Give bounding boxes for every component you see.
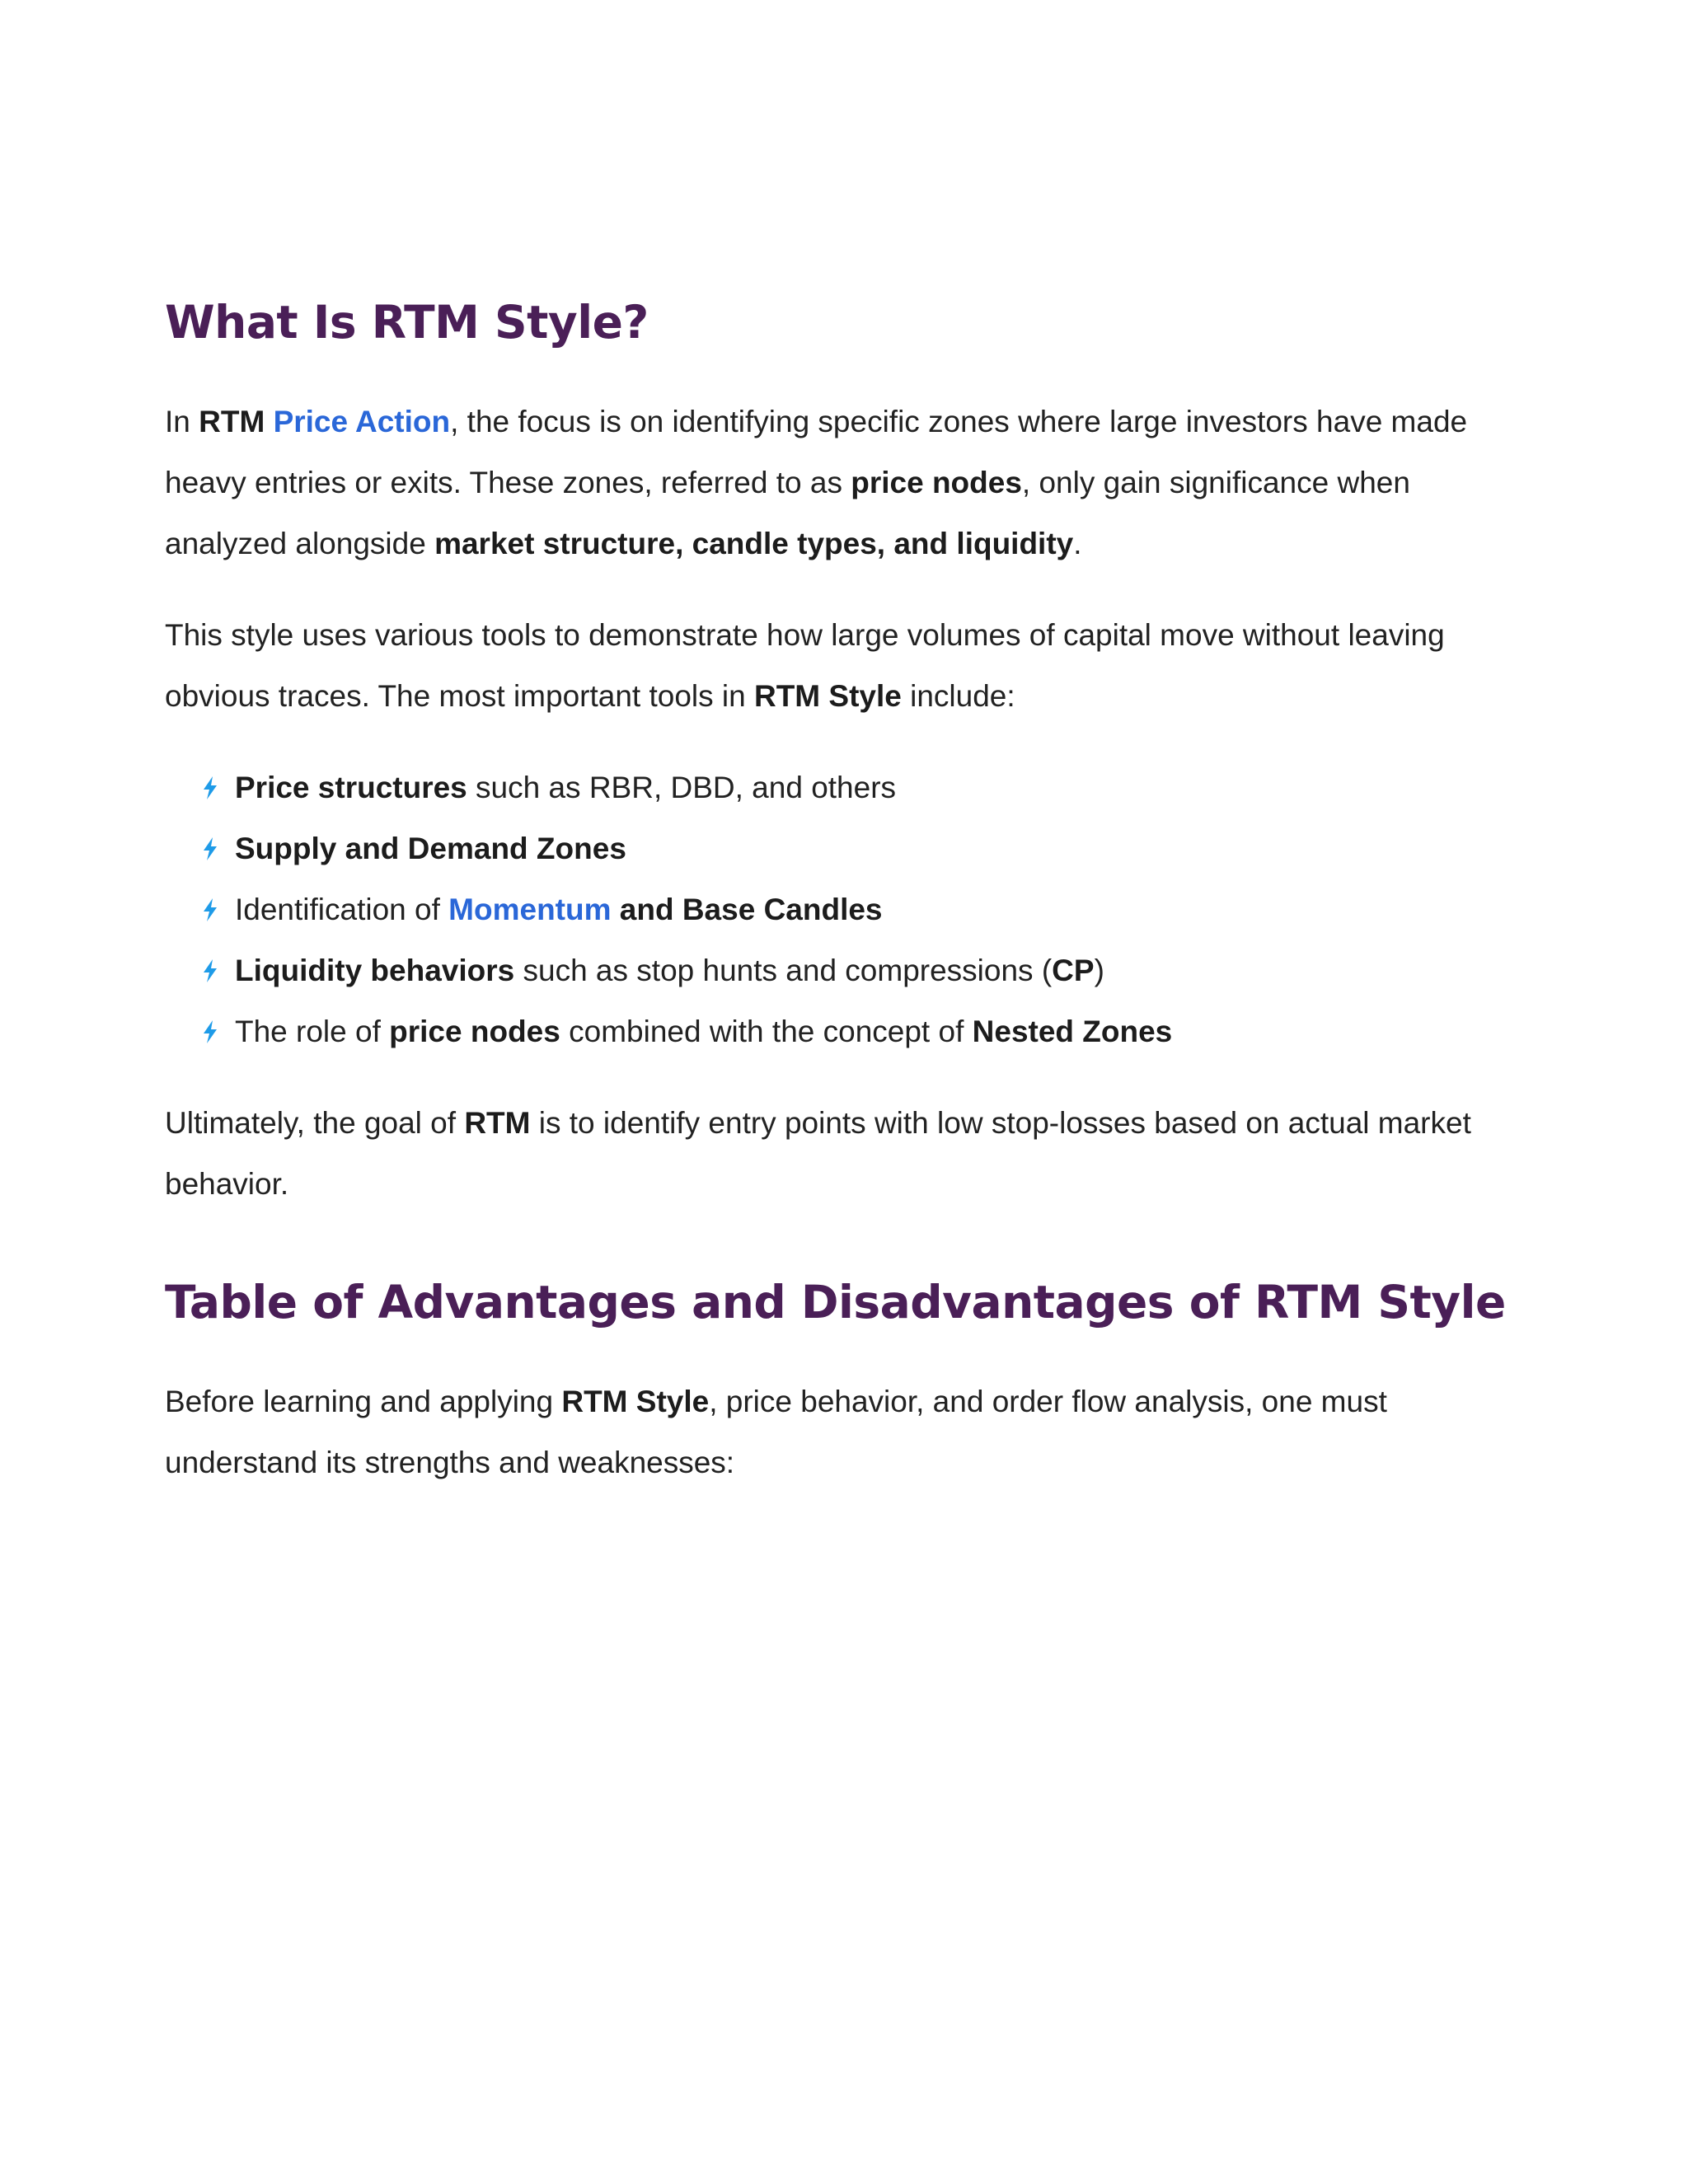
article-body xyxy=(165,293,1533,1524)
paragraph-before-learning: Before learning and applying RTM Style, price behavior, and order flow analysis, one must understand its strengths and weaknesses: xyxy=(165,1385,1387,1479)
lightning-bolt-icon xyxy=(202,898,218,921)
tools-list xyxy=(165,757,1533,1062)
list-item: Supply and Demand Zones xyxy=(202,818,1533,879)
bold-rtm-style: RTM Style xyxy=(753,679,902,713)
link-price-action[interactable]: Price Action xyxy=(273,405,451,438)
link-momentum[interactable]: Momentum xyxy=(448,893,612,926)
list-item: Price structures such as RBR, DBD, and others xyxy=(202,757,1533,818)
list-item: Liquidity behaviors such as stop hunts and compressions (CP) xyxy=(202,940,1533,1001)
heading-advantages-table: Table of Advantages and Disadvantages of RTM Style xyxy=(165,1276,1506,1329)
bold-rtm: RTM xyxy=(464,1106,531,1140)
heading-what-is-rtm: What Is RTM Style? xyxy=(165,296,649,349)
lightning-bolt-icon xyxy=(202,1020,218,1043)
paragraph-goal: Ultimately, the goal of RTM is to identify entry points with low stop-losses based on actual market behavior. xyxy=(165,1106,1471,1201)
bold-price-nodes: price nodes xyxy=(851,466,1022,499)
lightning-bolt-icon xyxy=(202,837,218,860)
list-item: Identification of Momentum and Base Candles xyxy=(202,879,1533,940)
lightning-bolt-icon xyxy=(202,959,218,982)
lightning-bolt-icon xyxy=(202,776,218,799)
bold-rtm-style: RTM Style xyxy=(561,1385,710,1418)
paragraph-intro: In RTM Price Action, the focus is on identifying specific zones where large investors have made heavy entries or exits. These zones, referred to as price nodes, only gain significance when analyzed alongside market structure, candle types, and liquidity. xyxy=(165,405,1468,560)
paragraph-tools: This style uses various tools to demonstrate how large volumes of capital move without leaving obvious traces. The most important tools in RTM Style include: xyxy=(165,618,1445,713)
bold-rtm: RTM xyxy=(199,405,265,438)
bold-market-structure: market structure, candle types, and liquidity xyxy=(434,527,1074,560)
list-item: The role of price nodes combined with the concept of Nested Zones xyxy=(202,1001,1533,1062)
